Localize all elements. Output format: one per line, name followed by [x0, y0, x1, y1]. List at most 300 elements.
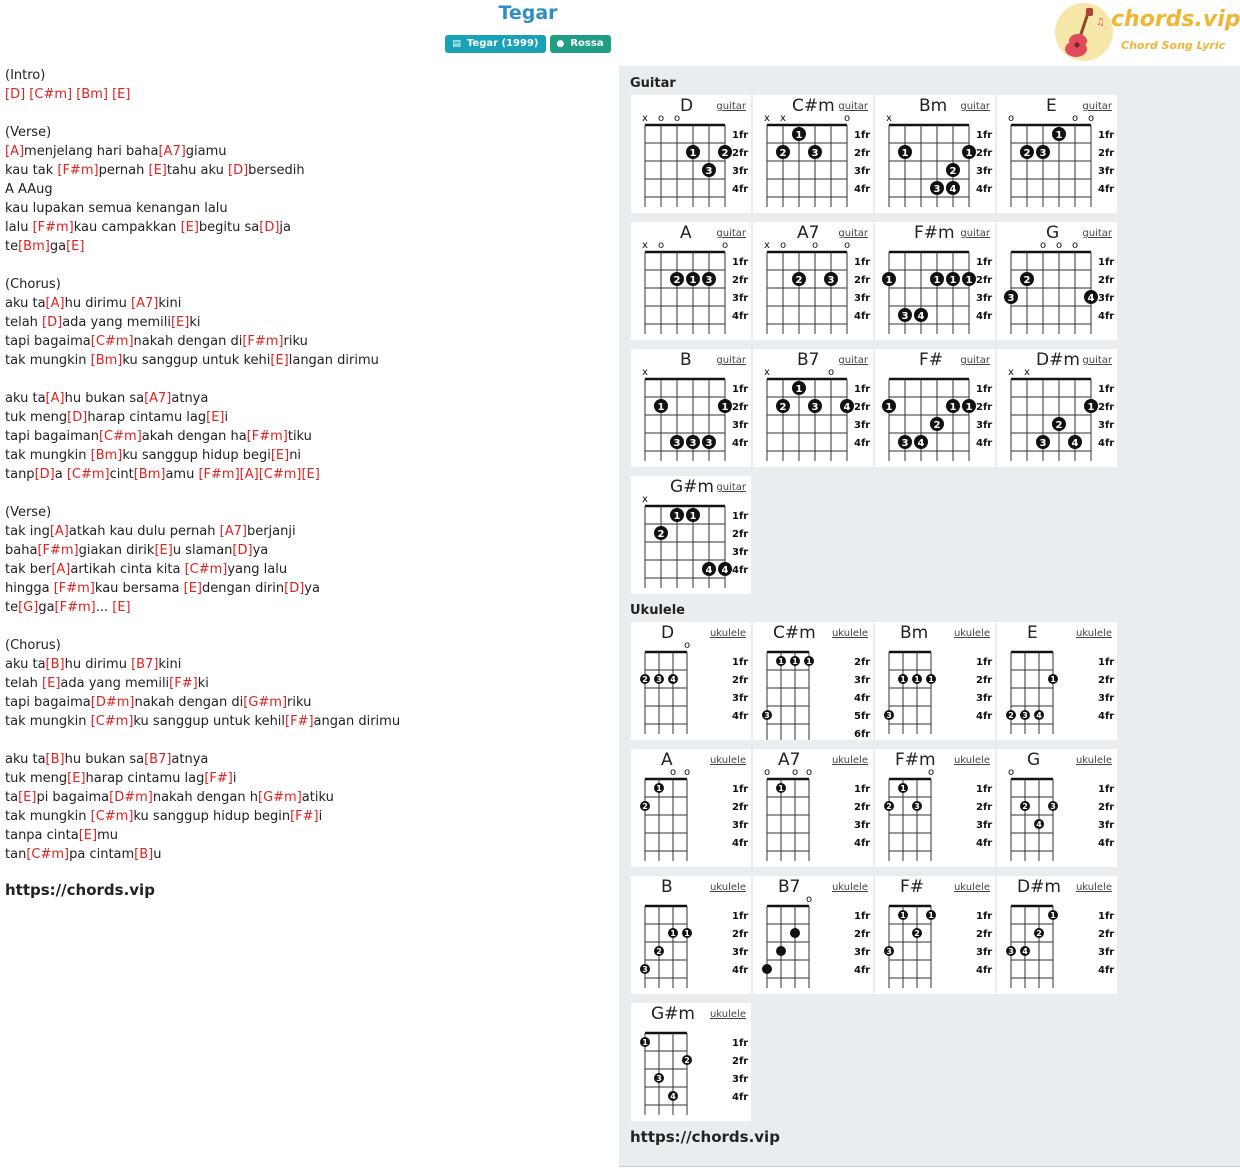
fret-label: 4fr — [732, 1092, 749, 1103]
fret-label: 4fr — [1098, 711, 1115, 722]
finger-number: 2 — [673, 275, 681, 286]
fret-label: 3fr — [732, 420, 749, 431]
guitar-link[interactable]: guitar — [716, 355, 746, 366]
guitar-chord-card[interactable] — [997, 349, 1117, 467]
fret-label: 3fr — [976, 420, 993, 431]
chord-marker[interactable]: [Bm] — [133, 467, 166, 482]
chord-marker[interactable]: [E] — [148, 163, 167, 178]
ukulele-link[interactable]: ukulele — [709, 882, 746, 893]
chord-name: D#m — [1036, 350, 1080, 370]
fret-label: 2fr — [854, 802, 871, 813]
guitar-chord-card[interactable] — [753, 349, 873, 467]
chord-marker[interactable]: [Bm] — [76, 87, 108, 102]
chord-marker[interactable]: [D] — [34, 467, 55, 482]
guitar-link[interactable]: guitar — [716, 101, 746, 112]
guitar-link[interactable]: guitar — [1082, 228, 1112, 239]
fret-label: 1fr — [854, 130, 871, 141]
string-mark: o — [843, 240, 851, 251]
chord-name: E — [1046, 96, 1057, 116]
finger-number: 1 — [1055, 130, 1063, 141]
finger-number: 1 — [778, 784, 784, 793]
finger-number: 3 — [705, 275, 713, 286]
ukulele-link[interactable]: ukulele — [1075, 628, 1112, 639]
chord-name: F# — [900, 877, 925, 897]
chord-marker[interactable]: [Bm] — [90, 353, 123, 368]
fret-label: 1fr — [732, 511, 749, 522]
finger-number: 1 — [673, 511, 681, 522]
chord-marker[interactable]: [B] — [45, 657, 65, 672]
finger-number: 4 — [721, 565, 729, 576]
lyric-text: tapi bagaima — [5, 695, 91, 710]
chord-marker[interactable]: [Bm] — [18, 239, 50, 254]
fret-label: 4fr — [854, 693, 871, 704]
finger-number: 3 — [886, 711, 892, 720]
guitar-link[interactable]: guitar — [838, 228, 868, 239]
finger-number: 1 — [656, 784, 662, 793]
chord-marker[interactable]: [C#m] — [90, 714, 134, 729]
chord-marker[interactable]: [G] — [18, 600, 39, 615]
guitar-chord-card[interactable] — [997, 95, 1117, 213]
guitar-link[interactable]: guitar — [1082, 101, 1112, 112]
chord-diagram-svg — [631, 622, 751, 740]
finger-number: 1 — [949, 402, 957, 413]
lyric-text: mu — [97, 828, 118, 843]
finger-dot — [776, 946, 786, 956]
lyric-text: tuk meng — [5, 410, 68, 425]
finger-number: 1 — [689, 275, 697, 286]
finger-number: 2 — [642, 675, 648, 684]
chord-marker[interactable]: [E] — [183, 581, 202, 596]
lyric-text: ... — [95, 600, 113, 615]
lyric-text: ga — [38, 600, 55, 615]
chord-marker[interactable]: [E] — [301, 467, 320, 482]
site-logo[interactable] — [1053, 3, 1240, 63]
lyric-text: atnya — [171, 391, 209, 406]
finger-number: 3 — [642, 965, 648, 974]
finger-number: 4 — [1071, 438, 1079, 449]
fret-label: 2fr — [1098, 275, 1115, 286]
site-url-footer[interactable]: https://chords.vip — [630, 1128, 780, 1146]
lyric-text: tak mungkin — [5, 353, 91, 368]
chord-diagram-svg — [631, 749, 751, 867]
finger-number: 1 — [657, 402, 665, 413]
chord-marker[interactable]: [F#m] — [37, 543, 79, 558]
string-mark: o — [805, 767, 813, 778]
chord-marker[interactable]: [D] — [42, 315, 63, 330]
chord-marker[interactable]: [A] — [239, 467, 259, 482]
finger-number: 1 — [933, 275, 941, 286]
chord-marker[interactable]: [G#m] — [243, 695, 288, 710]
lyric-line — [5, 617, 605, 636]
guitar-link[interactable]: guitar — [1082, 355, 1112, 366]
ukulele-link[interactable]: ukulele — [709, 628, 746, 639]
chord-marker[interactable]: [C#m] — [26, 847, 70, 862]
lyric-text: berjanji — [246, 524, 296, 539]
guitar-chord-card[interactable] — [753, 222, 873, 340]
string-mark: o — [1007, 767, 1015, 778]
ukulele-link[interactable]: ukulele — [831, 628, 868, 639]
chord-marker[interactable]: [B7] — [144, 752, 172, 767]
lyric-text: kini — [158, 657, 182, 672]
chord-marker[interactable]: [A7] — [144, 391, 172, 406]
finger-number: 1 — [965, 148, 973, 159]
chord-marker[interactable]: [F#m] — [242, 334, 284, 349]
finger-number: 2 — [949, 166, 957, 177]
ukulele-chord-card[interactable] — [753, 622, 873, 740]
guitar-chord-card[interactable] — [631, 349, 751, 467]
chord-marker[interactable]: [F#] — [285, 714, 314, 729]
lyric-text: langan dirimu — [288, 353, 379, 368]
finger-number: 4 — [1022, 947, 1028, 956]
chord-marker[interactable]: [C#m] — [90, 809, 134, 824]
chord-marker[interactable]: [C#m] — [90, 334, 134, 349]
string-mark: x — [764, 367, 770, 378]
book-icon: ▤ — [452, 39, 461, 49]
lyric-text: riku — [283, 334, 308, 349]
fret-label: 4fr — [854, 838, 871, 849]
chord-marker[interactable]: [D] — [232, 543, 253, 558]
chord-marker[interactable]: [F#m] — [32, 220, 74, 235]
finger-number: 1 — [928, 911, 934, 920]
fret-label: 2fr — [732, 529, 749, 540]
finger-number: 2 — [1022, 802, 1028, 811]
lyric-line — [5, 693, 605, 712]
lyric-text: tapi bagaiman — [5, 429, 99, 444]
chord-marker[interactable]: [A] — [51, 562, 71, 577]
finger-number: 2 — [656, 947, 662, 956]
lyric-line — [5, 731, 605, 750]
lyric-line — [5, 313, 605, 332]
chord-marker[interactable]: [D] — [259, 220, 280, 235]
lyric-text: telah — [5, 315, 43, 330]
fret-label: 4fr — [732, 838, 749, 849]
chord-marker[interactable]: [E] — [180, 220, 199, 235]
fret-label: 3fr — [854, 166, 871, 177]
chord-marker[interactable]: [G#m] — [258, 790, 302, 805]
lyric-text: hu bukan sa — [64, 752, 145, 767]
fret-label: 3fr — [732, 693, 749, 704]
lyric-text: aku ta — [5, 391, 46, 406]
lyric-text: atiku — [301, 790, 334, 805]
guitar-link[interactable]: guitar — [960, 228, 990, 239]
finger-number: 1 — [795, 384, 803, 395]
chord-marker[interactable]: [C#m] — [258, 467, 302, 482]
ukulele-chord-card[interactable] — [753, 749, 873, 867]
fret-label: 2fr — [854, 275, 871, 286]
chord-marker[interactable]: [D] — [67, 410, 88, 425]
finger-number: 4 — [670, 1092, 676, 1101]
chord-marker[interactable]: [F#m] — [54, 600, 96, 615]
guitar-chord-card[interactable] — [753, 95, 873, 213]
lyric-line — [5, 750, 605, 769]
finger-number: 2 — [1055, 420, 1063, 431]
chord-marker[interactable]: [C#m] — [66, 467, 110, 482]
guitar-link[interactable]: guitar — [716, 228, 746, 239]
lyric-text: kau campakkan — [73, 220, 181, 235]
guitar-link[interactable]: guitar — [716, 482, 746, 493]
ukulele-link[interactable]: ukulele — [953, 882, 990, 893]
chord-marker[interactable]: [D] — [5, 87, 26, 102]
guitar-chord-card[interactable] — [875, 222, 995, 340]
lyric-text: hu dirimu — [64, 296, 132, 311]
ukulele-chord-card[interactable] — [875, 876, 995, 994]
chord-marker[interactable]: [B] — [134, 847, 154, 862]
fret-label: 2fr — [732, 802, 749, 813]
string-mark: o — [791, 767, 799, 778]
lyric-text: tahu aku — [166, 163, 229, 178]
chord-marker[interactable]: [A7] — [158, 144, 186, 159]
finger-number: 3 — [1050, 802, 1056, 811]
finger-number: 3 — [1007, 293, 1015, 304]
string-mark: o — [1087, 113, 1095, 124]
lyric-text: A AAug — [5, 182, 53, 197]
lyric-text: kini — [158, 296, 182, 311]
string-mark: o — [763, 767, 771, 778]
fret-label: 3fr — [1098, 166, 1115, 177]
chord-marker[interactable]: [A] — [49, 524, 69, 539]
chord-marker[interactable]: [C#m] — [98, 429, 142, 444]
finger-number: 3 — [656, 1074, 662, 1083]
chord-marker[interactable]: [Bm] — [90, 448, 123, 463]
lyric-text: te — [5, 600, 19, 615]
finger-number: 1 — [885, 402, 893, 413]
ukulele-chord-card[interactable] — [631, 622, 751, 740]
finger-number: 3 — [811, 148, 819, 159]
site-url[interactable]: https://chords.vip — [5, 881, 155, 899]
ukulele-link[interactable]: ukulele — [1075, 882, 1112, 893]
chord-marker[interactable]: [A] — [45, 391, 65, 406]
lyric-line — [5, 522, 605, 541]
svg-text:♫: ♫ — [1096, 17, 1105, 28]
fret-label: 4fr — [854, 965, 871, 976]
fret-label: 4fr — [1098, 838, 1115, 849]
ukulele-link[interactable]: ukulele — [709, 755, 746, 766]
chord-marker[interactable]: [E] — [42, 676, 61, 691]
ukulele-chord-card[interactable] — [875, 622, 995, 740]
chord-marker[interactable]: [A7] — [131, 296, 159, 311]
fret-label: 3fr — [854, 947, 871, 958]
guitar-chord-card[interactable] — [997, 222, 1117, 340]
finger-number: 1 — [1050, 911, 1056, 920]
lyric-text: giamu — [185, 144, 227, 159]
fret-label: 1fr — [1098, 130, 1115, 141]
chord-marker[interactable]: [F#m] — [198, 467, 240, 482]
ukulele-chord-card[interactable] — [997, 622, 1117, 740]
chord-marker[interactable]: [E] — [18, 790, 37, 805]
chord-marker[interactable]: [E] — [154, 543, 173, 558]
lyric-line — [5, 294, 605, 313]
lyric-text: tak mungkin — [5, 809, 91, 824]
lyric-text: ki — [189, 315, 201, 330]
guitar-chord-card[interactable] — [875, 95, 995, 213]
finger-number: 3 — [914, 802, 920, 811]
lyric-text: u — [153, 847, 162, 862]
chord-marker[interactable]: [F#] — [204, 771, 233, 786]
chord-marker[interactable]: [E] — [67, 771, 86, 786]
fret-label: 2fr — [854, 148, 871, 159]
finger-number: 3 — [901, 438, 909, 449]
fret-label: 2fr — [732, 402, 749, 413]
ukulele-heading: Ukulele — [630, 603, 686, 618]
ukulele-link[interactable]: ukulele — [831, 882, 868, 893]
lyric-line — [5, 560, 605, 579]
ukulele-chord-card[interactable] — [875, 749, 995, 867]
lyric-line — [5, 465, 605, 484]
chord-marker[interactable]: [D#m] — [109, 790, 153, 805]
guitar-chord-card[interactable] — [631, 476, 751, 594]
chord-marker[interactable]: [D#m] — [90, 695, 135, 710]
lyric-text: i — [224, 410, 229, 425]
chord-name: A7 — [797, 223, 820, 243]
ukulele-link[interactable]: ukulele — [953, 755, 990, 766]
finger-number: 4 — [843, 402, 851, 413]
string-mark: o — [669, 767, 677, 778]
guitar-chord-card[interactable] — [875, 349, 995, 467]
finger-number: 2 — [886, 802, 892, 811]
chord-marker[interactable]: [F#m] — [53, 581, 95, 596]
guitar-link[interactable]: guitar — [838, 355, 868, 366]
fret-label: 2fr — [854, 929, 871, 940]
lyric-text: tak ing — [5, 524, 50, 539]
lyric-text: ki — [197, 676, 209, 691]
lyric-line — [5, 769, 605, 788]
guitar-link[interactable]: guitar — [838, 101, 868, 112]
fret-label: 1fr — [854, 911, 871, 922]
string-mark: o — [683, 767, 691, 778]
finger-number: 3 — [656, 675, 662, 684]
album-badge[interactable]: ▤ Tegar (1999) — [445, 35, 545, 53]
ukulele-chord-card[interactable] — [631, 1003, 751, 1121]
fret-label: 3fr — [1098, 947, 1115, 958]
chord-marker[interactable]: [E] — [78, 828, 98, 843]
chord-marker[interactable]: [E] — [66, 239, 85, 254]
chord-name: D — [680, 96, 694, 116]
fret-label: 2fr — [1098, 402, 1115, 413]
fret-label: 2fr — [732, 275, 749, 286]
guitar-chord-card[interactable] — [631, 95, 751, 213]
lyric-line — [5, 598, 605, 617]
ukulele-link[interactable]: ukulele — [831, 755, 868, 766]
finger-number: 1 — [795, 130, 803, 141]
fret-label: 1fr — [976, 784, 993, 795]
guitar-link[interactable]: guitar — [960, 355, 990, 366]
chord-marker[interactable]: [B7] — [131, 657, 159, 672]
chord-marker[interactable]: [F#] — [169, 676, 198, 691]
string-mark: o — [779, 240, 787, 251]
chord-marker[interactable]: [A] — [5, 144, 25, 159]
fret-label: 1fr — [732, 1038, 749, 1049]
lyric-line — [5, 655, 605, 674]
lyric-text: tapi bagaima — [5, 334, 91, 349]
finger-number: 1 — [670, 929, 676, 938]
chord-marker[interactable]: [E] — [112, 87, 131, 102]
chord-marker[interactable]: [E] — [206, 410, 225, 425]
fret-label: 1fr — [1098, 911, 1115, 922]
finger-number: 1 — [914, 675, 920, 684]
chord-marker[interactable]: [E] — [270, 353, 289, 368]
lyric-text: ta — [5, 790, 19, 805]
lyric-text: tan — [5, 847, 27, 862]
chord-marker[interactable]: [F#m] — [246, 429, 288, 444]
chord-marker[interactable]: [C#m] — [184, 562, 228, 577]
chord-name: B — [661, 877, 673, 897]
chord-marker[interactable]: [A7] — [219, 524, 247, 539]
guitar-chord-card[interactable] — [631, 222, 751, 340]
chord-marker[interactable]: [C#m] — [29, 87, 73, 102]
chord-name: G — [1027, 750, 1041, 770]
ukulele-chord-card[interactable] — [753, 876, 873, 994]
string-mark: x — [642, 240, 648, 251]
ukulele-link[interactable]: ukulele — [709, 1009, 746, 1020]
chord-marker[interactable]: [E] — [112, 600, 131, 615]
ukulele-link[interactable]: ukulele — [953, 628, 990, 639]
chord-marker[interactable]: [F#m] — [57, 163, 99, 178]
lyric-text: (Verse) — [5, 125, 52, 140]
fret-label: 3fr — [854, 675, 871, 686]
chord-marker[interactable]: [E] — [270, 448, 290, 463]
song-title: Tegar — [498, 2, 558, 24]
finger-number: 4 — [1036, 711, 1042, 720]
chord-diagram-svg — [997, 95, 1117, 213]
chord-marker[interactable]: [E] — [170, 315, 190, 330]
artist-badge[interactable]: ● Rossa — [550, 35, 611, 53]
fret-label: 1fr — [976, 657, 993, 668]
logo-text: chords.vip — [1111, 7, 1240, 32]
finger-number: 1 — [689, 148, 697, 159]
string-mark: o — [1071, 240, 1079, 251]
chord-name: C#m — [792, 96, 835, 116]
lyric-text: nakah dengan di — [133, 334, 243, 349]
guitar-link[interactable]: guitar — [960, 101, 990, 112]
chord-marker[interactable]: [D] — [284, 581, 305, 596]
lyric-line — [5, 845, 605, 864]
lyric-text: harap cintamu lag — [87, 410, 207, 425]
finger-number: 1 — [721, 402, 729, 413]
fret-label: 1fr — [976, 384, 993, 395]
finger-number: 1 — [949, 275, 957, 286]
chord-marker[interactable]: [A] — [45, 296, 65, 311]
chord-marker[interactable]: [F#] — [290, 809, 319, 824]
lyric-line — [5, 484, 605, 503]
lyric-text: a — [54, 467, 67, 482]
ukulele-chord-card[interactable] — [631, 749, 751, 867]
fret-label: 4fr — [976, 311, 993, 322]
lyric-line — [5, 237, 605, 256]
ukulele-chord-card[interactable] — [631, 876, 751, 994]
lyric-text: tiku — [287, 429, 312, 444]
lyric-text: tak mungkin — [5, 448, 91, 463]
finger-number: 4 — [949, 184, 957, 195]
lyric-text: ga — [49, 239, 67, 254]
fret-label: 3fr — [732, 293, 749, 304]
lyric-text: pa cintam — [69, 847, 135, 862]
fret-label: 4fr — [854, 438, 871, 449]
finger-number: 1 — [778, 657, 784, 666]
lyric-text: pi bagaima — [36, 790, 110, 805]
string-mark: x — [1008, 367, 1014, 378]
chord-marker[interactable]: [D] — [228, 163, 249, 178]
ukulele-chord-card[interactable] — [997, 749, 1117, 867]
ukulele-chord-card[interactable] — [997, 876, 1117, 994]
lyric-text: hu bukan sa — [64, 391, 145, 406]
finger-number: 4 — [1036, 820, 1042, 829]
fret-label: 3fr — [976, 820, 993, 831]
lyric-text: tuk meng — [5, 771, 68, 786]
chord-marker[interactable]: [B] — [45, 752, 65, 767]
lyric-text: angan dirimu — [313, 714, 401, 729]
ukulele-link[interactable]: ukulele — [1075, 755, 1112, 766]
lyric-text: tak ber — [5, 562, 52, 577]
